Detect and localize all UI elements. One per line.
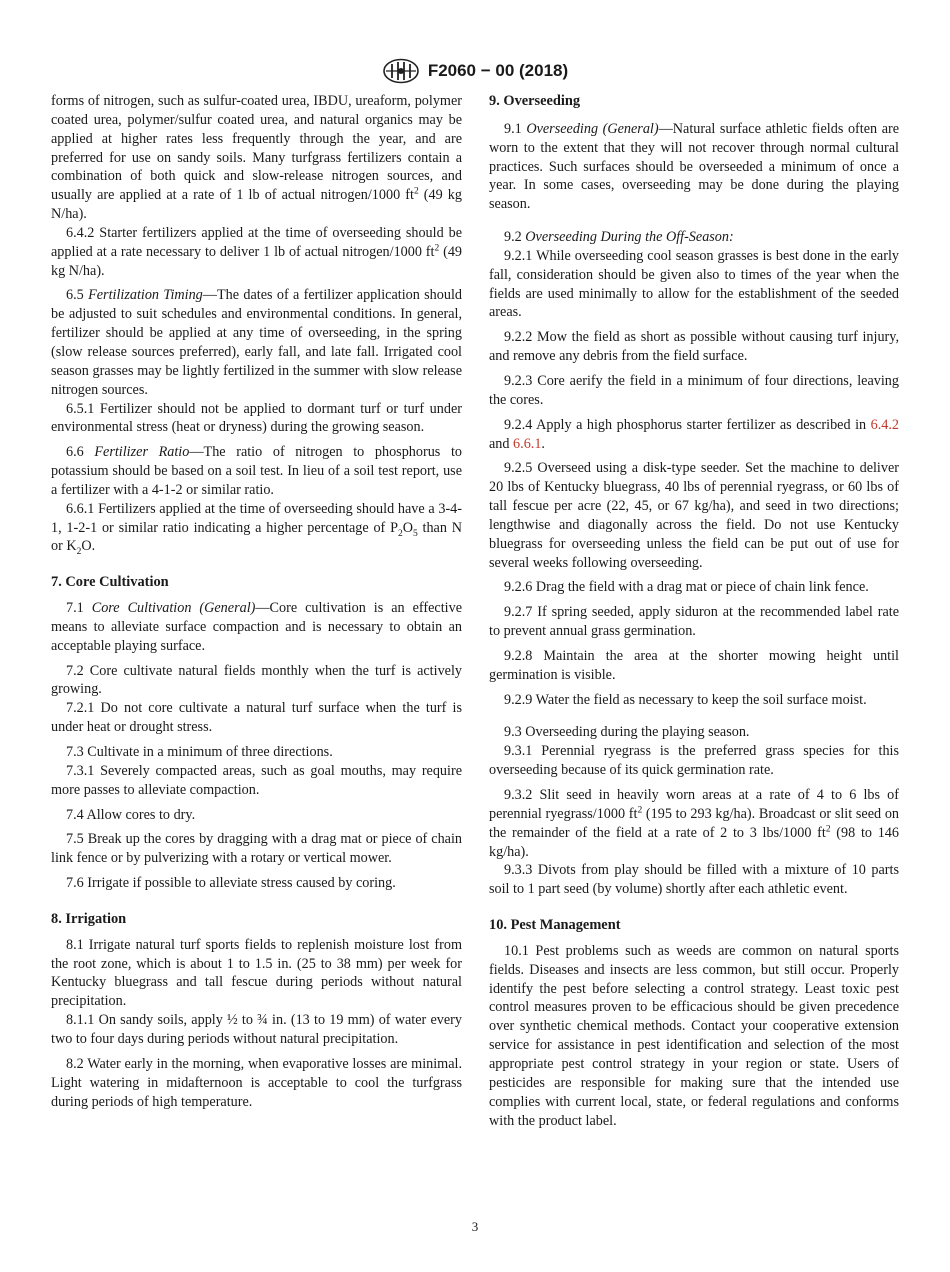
paragraph-9-2-5: 9.2.5 Overseed using a disk-type seeder. Set the machine to deliver 20 lbs of Kentucky bluegrass, 40 lbs of perennial ryegrass, or 60 lbs of tall fescue per acre (22, 45, or 67 kg/ha), and seed in two directions; lengthwise and diagonally across the field. Do not use Kentucky bluegrass for overseeding unless the field can be put out of use for several weeks following overseeding. [489,460,899,571]
paragraph-8-2: 8.2 Water early in the morning, when evaporative losses are minimal. Light watering in midafternoon is acceptable to cool the turfgrass during periods of high temperature. [51,1055,462,1110]
section-heading-9: 9. Overseeding [489,93,581,109]
paragraph-9-2-1: 9.2.1 While overseeding cool season grasses is best done in the early fall, consideration should be given also to times of the year when the fields are used minimally to allow for the establishment of the seeded areas. [489,247,899,321]
cross-reference-link[interactable]: 6.6.1 [513,435,542,452]
cross-reference-link[interactable]: 6.4.2 [870,416,899,433]
paragraph-9-2-8: 9.2.8 Maintain the area at the shorter mowing height until germination is visible. [489,647,899,683]
paragraph-7-1: 7.1 Core Cultivation (General)—Core cultivation is an effective means to alleviate surface compaction and is necessary to obtain an acceptable playing surface. [51,600,462,654]
paragraph-7-6: 7.6 Irrigate if possible to alleviate stress caused by coring. [66,875,396,892]
paragraph-6-4-continued: forms of nitrogen, such as sulfur-coated urea, IBDU, ureaform, polymer coated urea, polymer/sulfur coated urea, and natural organics may be applied at higher rates less frequently through the year, and are preferred for use on sandy soils. Many turfgrass fertilizers contain a combination of both quick and slow-release nitrogen sources, and usually are applied at a rate of 1 lb of actual nitrogen/1000 $ft^2$ (49 kg N/ha). [51,93,462,223]
paragraph-6-6: 6.6 Fertilizer Ratio—The ratio of nitrogen to phosphorus to potassium should be based on a soil test. In lieu of a soil test report, use a fertilizer with a 4-1-2 or similar ratio. [51,444,462,498]
paragraph-9-2: 9.2 Overseeding During the Off-Season: [504,229,734,246]
paragraph-9-3-3: 9.3.3 Divots from play should be filled with a mixture of 10 parts soil to 1 part seed (by volume) shortly after each athletic event. [489,862,899,898]
paragraph-7-4: 7.4 Allow cores to dry. [66,806,196,823]
section-heading-10: 10. Pest Management [489,917,621,934]
paragraph-7-2: 7.2 Core cultivate natural fields monthly when the turf is actively growing. [51,662,462,698]
paragraph-7-3: 7.3 Cultivate in a minimum of three directions. [66,744,333,760]
astm-logo [382,58,420,84]
right-column [489,92,899,1130]
paragraph-6-5: 6.5 Fertilization Timing—The dates of a fertilizer application should be adjusted to suit schedules and environmental conditions. In general, fertilizer should be applied at any time of overseeding, in the spring (slow release sources preferred), early fall, and late fall. Irrigated cool season grasses may be lightly fertilized in the summer with slow release nitrogen sources. [51,287,462,398]
paragraph-9-2-3: 9.2.3 Core aerify the field in a minimum of four directions, leaving the cores. [489,372,899,408]
paragraph-9-3-2: 9.3.2 Slit seed in heavily worn areas at a rate of 4 to 6 lbs of perennial ryegrass/1000 $ft^2$ (195 to 293 kg/ha). Broadcast or slit seed on the remainder of the field at a rate of 2 to 3 lbs/1000 $ft^2$ (98 to 146 kg/ha). [489,787,900,860]
paragraph-9-1: 9.1 Overseeding (General)—Natural surface athletic fields often are worn to the extent that they will not recover through normal cultural practices. Such surfaces should be overseeded a minimum of once a year. In some cases, overseeding may be done during the playing season. [489,120,900,213]
paragraph-7-2-1: 7.2.1 Do not core cultivate a natural turf surface when the turf is under heat or drought stress. [51,700,462,736]
paragraph-9-3: 9.3 Overseeding during the playing season. [504,724,750,741]
paragraph-9-2-6: 9.2.6 Drag the field with a drag mat or piece of chain link fence. [504,579,869,596]
left-column [51,92,462,1111]
paragraph-9-2-4: 9.2.4 Apply a high phosphorus starter fertilizer as described in 6.4.2 and 6.6.1. [489,416,899,452]
standard-designation: F2060 − 00 (2018) [427,61,569,80]
paragraph-10-1: 10.1 Pest problems such as weeds are common on natural sports fields. Diseases and insects are less common, but still occur. Properly identify the pest before selecting a control strategy. Least toxic pest control measures proven to be efficacious should be given precedence over synthetic chemical methods. Contact your cooperative extension service for assistance in pest identification and selection of the most appropriate pest control strategy in your region or state. Users of pesticides are responsible for making sure that the intended use complies with current local, state, or federal regulations and conforms with the product label. [489,942,899,1129]
paragraph-6-5-1: 6.5.1 Fertilizer should not be applied to dormant turf or turf under environmental stress (heat or dryness) during the growing season. [51,400,462,436]
paragraph-6-4-2: 6.4.2 Starter fertilizers applied at the time of overseeding should be applied at a rate necessary to deliver 1 lb of actual nitrogen/1000 $ft^2$ (49 kg N/ha). [51,224,463,279]
section-heading-7: 7. Core Cultivation [51,574,169,591]
paragraph-9-2-9: 9.2.9 Water the field as necessary to keep the soil surface moist. [504,691,867,708]
paragraph-9-3-1: 9.3.1 Perennial ryegrass is the preferred grass species for this overseeding because of its quick germination rate. [489,743,899,779]
page-header [0,56,950,86]
paragraph-9-2-7: 9.2.7 If spring seeded, apply siduron at the recommended label rate to prevent annual grass germination. [489,604,899,640]
paragraph-6-6-1: 6.6.1 Fertilizers applied at the time of overseeding should have a 3-4-1, 1-2-1 or similar ratio indicating a higher percentage of $P_2O_5$ than N or $K_2O$. [51,500,462,558]
paragraph-7-5: 7.5 Break up the cores by dragging with a drag mat or piece of chain link fence or by pulverizing with a rotary or vertical mower. [51,831,462,867]
page-number: 3 [471,1219,479,1234]
paragraph-8-1: 8.1 Irrigate natural turf sports fields to replenish moisture lost from the root zone, which is about 1 to 1.5 in. (25 to 38 mm) per week for Kentucky bluegrass and tall fescue during periods without natural precipitation. [51,936,462,1010]
paragraph-8-1-1: 8.1.1 On sandy soils, apply ½ to ¾ in. (13 to 19 mm) of water every two to four days during periods without natural precipitation. [51,1012,462,1047]
section-heading-8: 8. Irrigation [51,910,127,927]
paragraph-7-3-1: 7.3.1 Severely compacted areas, such as goal mouths, may require more passes to alleviate compaction. [51,762,462,798]
paragraph-9-2-2: 9.2.2 Mow the field as short as possible without causing turf injury, and remove any debris from the field surface. [489,329,899,365]
